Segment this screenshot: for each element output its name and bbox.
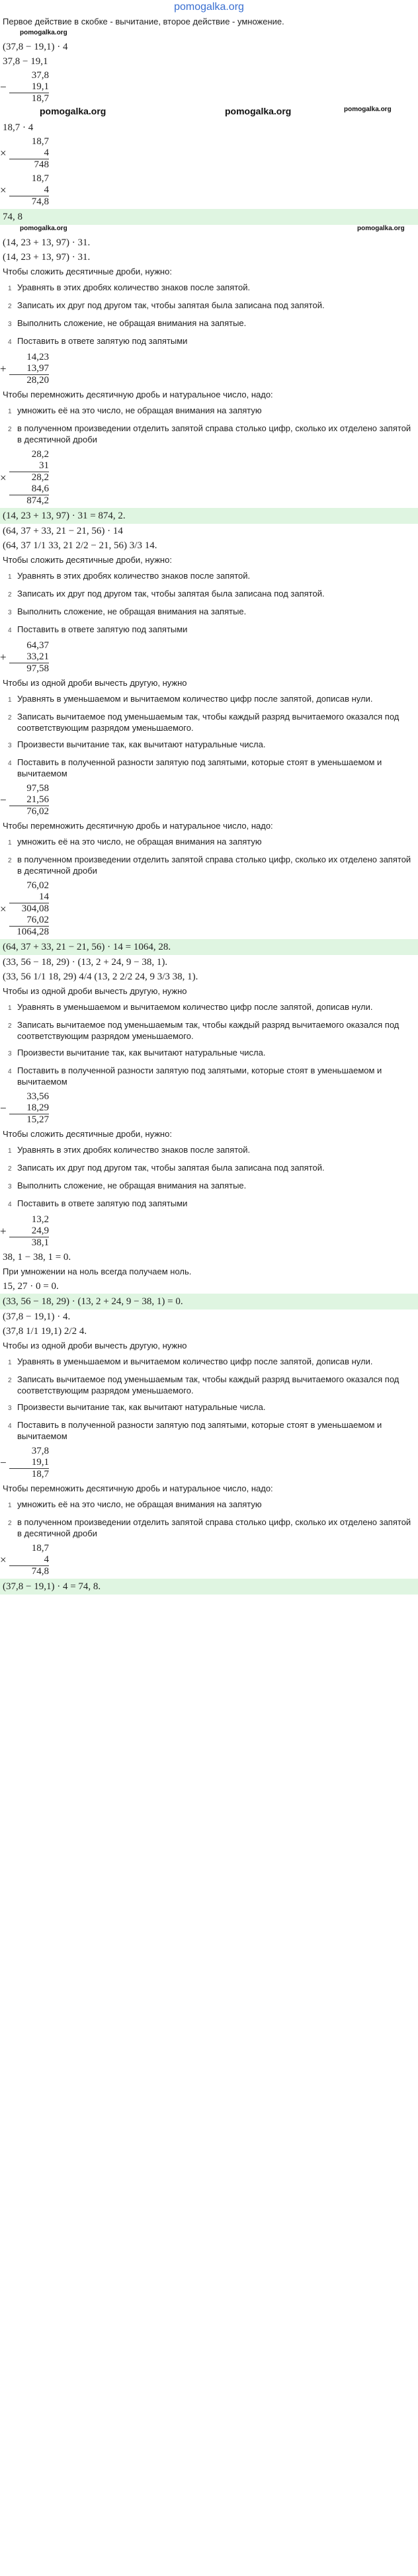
p1-column-mul-2: × 18,7 4 74,8 bbox=[0, 173, 49, 207]
p4-sub-step: 4 Поставить в полученной разности запятую под запятыми, которые стоят в уменьшаемом и вычитаемом bbox=[8, 1065, 382, 1087]
p5-expression-b: (37,8 1/1 19,1) 2/2 4. bbox=[3, 1326, 87, 1337]
p5-sub-intro: Чтобы из одной дроби вычесть другую, нужно bbox=[3, 1341, 187, 1350]
p3-column-mul: × 76,02 14 304,08 76,02 1064,28 bbox=[0, 880, 49, 937]
p4-add-step: 2 Записать их друг под другом так, чтобы запятая была записана под запятой. bbox=[8, 1163, 325, 1173]
p5-sub-step: 2 Записать вычитаемое под уменьшаемым так, чтобы каждый разряд вычитаемого оказался под соответствующим разрядом уменьшаемого. bbox=[8, 1374, 399, 1395]
p4-zero-note: При умножении на ноль всегда получаем ноль. bbox=[3, 1267, 192, 1276]
p3-sub-step: 4 Поставить в полученной разности запятую под запятыми, которые стоят в уменьшаемом и вычитаемом bbox=[8, 757, 382, 778]
p3-column-sub: − 97,58 21,56 76,02 bbox=[0, 783, 49, 817]
p1-answer: 74, 8 bbox=[0, 209, 418, 225]
watermark: pomogalka.org bbox=[357, 225, 405, 232]
p3-answer: (64, 37 + 33, 21 − 21, 56) · 14 = 1064, 28. bbox=[0, 939, 418, 955]
watermark: pomogalka.org bbox=[20, 225, 67, 232]
p2-expression: (14, 23 + 13, 97) · 31. bbox=[3, 237, 91, 248]
p2-mul-step: 1 умножить её на это число, не обращая внимания на запятую bbox=[8, 405, 262, 415]
p3-add-step: 2 Записать их друг под другом так, чтобы запятая была записана под запятой. bbox=[8, 589, 325, 599]
p3-sub-step: 3 Произвести вычитание так, как вычитают натуральные числа. bbox=[8, 739, 266, 749]
p3-expression: (64, 37 + 33, 21 − 21, 56) · 14 bbox=[3, 526, 123, 536]
p4-expression-b: (33, 56 1/1 18, 29) 4/4 (13, 2 2/2 24, 9 3/3 38, 1). bbox=[3, 972, 198, 982]
p3-add-step: 3 Выполнить сложение, не обращая внимания на запятые. bbox=[8, 606, 247, 616]
p4-add-step: 4 Поставить в ответе запятую под запятыми bbox=[8, 1198, 188, 1208]
p4-expression: (33, 56 − 18, 29) · (13, 2 + 24, 9 − 38, 1). bbox=[3, 957, 168, 968]
p5-mul-step: 2 в полученном произведении отделить запятой справа столько цифр, сколько их отделено запятой в десятичной дроби bbox=[8, 1517, 411, 1538]
p3-sub-step: 2 Записать вычитаемое под уменьшаемым так, чтобы каждый разряд вычитаемого оказался под соответствующим разрядом уменьшаемого. bbox=[8, 712, 399, 733]
p3-add-step: 1 Уравнять в этих дробях количество знаков после запятой. bbox=[8, 571, 251, 581]
p4-add-step: 3 Выполнить сложение, не обращая внимания на запятые. bbox=[8, 1181, 247, 1190]
p2-add-step: 3 Выполнить сложение, не обращая внимания на запятые. bbox=[8, 318, 247, 328]
p3-sub-step: 1 Уравнять в уменьшаемом и вычитаемом количество цифр после запятой, дописав нули. bbox=[8, 694, 373, 704]
watermark: pomogalka.org bbox=[20, 29, 67, 36]
p3-mul-step: 1 умножить её на это число, не обращая внимания на запятую bbox=[8, 837, 262, 847]
p5-sub-step: 1 Уравнять в уменьшаемом и вычитаемом количество цифр после запятой, дописав нули. bbox=[8, 1356, 373, 1366]
p2-add-step: 2 Записать их друг под другом так, чтобы запятая была записана под запятой. bbox=[8, 300, 325, 310]
p4-column-sub: − 33,56 18,29 15,27 bbox=[0, 1091, 49, 1125]
p3-mul-step: 2 в полученном произведении отделить запятой справа столько цифр, сколько их отделено запятой в десятичной дроби bbox=[8, 854, 411, 876]
p2-expression-b: (14, 23 + 13, 97) · 31. bbox=[3, 252, 91, 263]
intro-text: Первое действие в скобке - вычитание, второе действие - умножение. bbox=[3, 17, 284, 26]
p4-line1: 38, 1 − 38, 1 = 0. bbox=[3, 1252, 71, 1263]
p1-expression-sub: 37,8 − 19,1 bbox=[3, 56, 48, 67]
p5-mul-intro: Чтобы перемножить десятичную дробь и натуральное число, надо: bbox=[3, 1483, 273, 1493]
watermark: pomogalka.org bbox=[40, 106, 106, 116]
p2-answer: (14, 23 + 13, 97) · 31 = 874, 2. bbox=[0, 508, 418, 524]
p3-sub-intro: Чтобы из одной дроби вычесть другую, нужно bbox=[3, 678, 187, 688]
p3-mul-intro: Чтобы перемножить десятичную дробь и натуральное число, надо: bbox=[3, 821, 273, 831]
p4-add-intro: Чтобы сложить десятичные дроби, нужно: bbox=[3, 1129, 172, 1139]
p5-column-sub: − 37,8 19,1 18,7 bbox=[0, 1446, 49, 1479]
watermark: pomogalka.org bbox=[225, 106, 292, 116]
p5-expression: (37,8 − 19,1) · 4. bbox=[3, 1311, 71, 1322]
p4-sub-step: 2 Записать вычитаемое под уменьшаемым так, чтобы каждый разряд вычитаемого оказался под соответствующим разрядом уменьшаемого. bbox=[8, 1020, 399, 1041]
p2-add-step: 4 Поставить в ответе запятую под запятыми bbox=[8, 336, 188, 346]
p2-add-intro: Чтобы сложить десятичные дроби, нужно: bbox=[3, 267, 172, 276]
p2-add-step: 1 Уравнять в этих дробях количество знаков после запятой. bbox=[8, 282, 251, 292]
site-logo[interactable]: pomogalka.org bbox=[174, 1, 244, 13]
p4-sub-step: 1 Уравнять в уменьшаемом и вычитаемом количество цифр после запятой, дописав нули. bbox=[8, 1002, 373, 1012]
p4-sub-intro: Чтобы из одной дроби вычесть другую, нужно bbox=[3, 986, 187, 996]
p5-column-mul: × 18,7 4 74,8 bbox=[0, 1543, 49, 1577]
p4-column-add: + 13,2 24,9 38,1 bbox=[0, 1214, 49, 1248]
p2-mul-step: 2 в полученном произведении отделить запятой справа столько цифр, сколько их отделено запятой в десятичной дроби bbox=[8, 423, 411, 444]
p4-add-step: 1 Уравнять в этих дробях количество знаков после запятой. bbox=[8, 1145, 251, 1155]
p2-mul-intro: Чтобы перемножить десятичную дробь и натуральное число, надо: bbox=[3, 390, 273, 399]
p3-column-add: + 64,37 33,21 97,58 bbox=[0, 640, 49, 674]
p1-expression: (37,8 − 19,1) · 4 bbox=[3, 42, 68, 52]
p5-mul-step: 1 умножить её на это число, не обращая внимания на запятую bbox=[8, 1499, 262, 1509]
p4-answer: (33, 56 − 18, 29) · (13, 2 + 24, 9 − 38, 1) = 0. bbox=[0, 1294, 418, 1309]
p5-sub-step: 3 Произвести вычитание так, как вычитают натуральные числа. bbox=[8, 1402, 266, 1412]
p3-add-intro: Чтобы сложить десятичные дроби, нужно: bbox=[3, 555, 172, 565]
p5-sub-step: 4 Поставить в полученной разности запятую под запятыми, которые стоят в уменьшаемом и вычитаемом bbox=[8, 1420, 382, 1441]
p1-column-sub: − 37,8 19,1 18,7 bbox=[0, 70, 49, 104]
watermark: pomogalka.org bbox=[344, 106, 392, 113]
p3-add-step: 4 Поставить в ответе запятую под запятыми bbox=[8, 624, 188, 634]
p2-column-mul: × 28,2 31 28,2 84,6 874,2 bbox=[0, 449, 49, 506]
p1-expression-mul: 18,7 · 4 bbox=[3, 122, 34, 133]
p2-column-add: + 14,23 13,97 28,20 bbox=[0, 352, 49, 386]
p4-sub-step: 3 Произвести вычитание так, как вычитают натуральные числа. bbox=[8, 1048, 266, 1058]
p1-column-mul: × 18,7 4 748 bbox=[0, 136, 49, 170]
p3-expression-b: (64, 37 1/1 33, 21 2/2 − 21, 56) 3/3 14. bbox=[3, 540, 157, 551]
p5-answer: (37,8 − 19,1) · 4 = 74, 8. bbox=[0, 1579, 418, 1595]
p4-line2: 15, 27 · 0 = 0. bbox=[3, 1281, 59, 1292]
